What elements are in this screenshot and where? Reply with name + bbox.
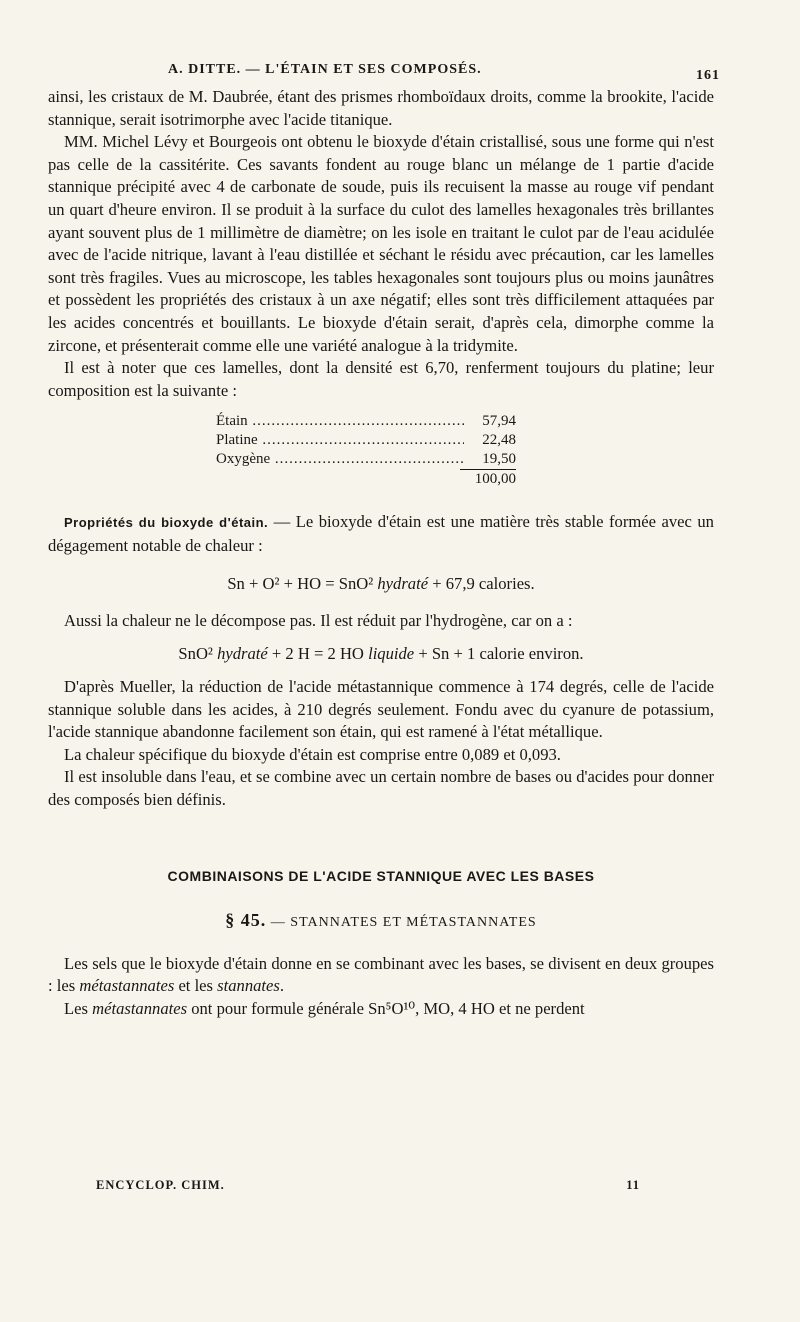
running-title: A. DITTE. — L'ÉTAIN ET SES COMPOSÉS. [168,62,482,77]
paragraph-7: La chaleur spécifique du bioxyde d'étain est comprise entre 0,089 et 0,093. [64,744,561,764]
paragraph-10-part: ont pour formule générale Sn⁵O¹⁰, MO, 4 HO et ne perdent [187,998,585,1018]
equation-2 [48,644,714,664]
element-value: 57,94 [464,412,516,431]
composition-row [216,431,516,450]
paragraph-9 [48,953,714,998]
equation-1-left: Sn + O² + HO = SnO² [227,573,378,593]
paragraph-4-text: — Le bioxyde d'étain est une matière très stable formée avec un dégagement notable de chaleur : [48,512,714,555]
composition-row [216,450,516,469]
subsection-heading [48,910,714,931]
paragraph-1: ainsi, les cristaux de M. Daubrée, étant des prismes rhomboïdaux droits, comme la brookite, l'acide stannique, serait isotrimorphe avec l'acide titanique. [48,87,714,129]
equation-1-right: + 67,9 calories. [428,573,535,593]
paragraph-9-part: et les [174,976,218,996]
paragraph-4-heading: Propriétés du bioxyde d'étain. [64,515,269,531]
equation-2-italic: liquide [368,644,415,664]
element-value: 22,48 [464,431,516,450]
composition-table [216,412,516,489]
paragraph-8: Il est insoluble dans l'eau, et se combine avec un certain nombre de bases ou d'acides pour donner des composés bien définis. [48,767,714,810]
paragraph-3: Il est à noter que ces lamelles, dont la densité est 6,70, renferment toujours du platine; leur composition est la suivante : [48,358,714,400]
paragraph-9-part: Les sels que le bioxyde d'étain donne en se combinant avec les bases, se divisent en deux groupes : les [48,953,714,996]
paragraph-9-italic: stannates [217,976,280,996]
paragraph-9-italic: métastannates [79,976,175,996]
equation-2-part: + 2 H = 2 HO [267,644,369,664]
element-value: 19,50 [464,450,516,469]
footer-sheet-number: 11 [626,1178,640,1192]
composition-total [216,469,516,489]
composition-row [216,412,516,431]
paragraph-10-part: Les [64,998,93,1018]
equation-2-part: SnO² [178,644,218,664]
page-number: 161 [696,68,720,83]
running-head [48,60,720,86]
equation-1 [48,574,714,594]
element-name: Étain ..... [216,412,464,431]
equation-2-italic: hydraté [217,644,268,664]
element-name: Oxygène ..... [216,450,464,469]
paragraph-2: MM. Michel Lévy et Bourgeois ont obtenu le bioxyde d'étain cristallisé, sous une forme qui n'est pas celle de la cassitérite. Ces savants fondent au rouge blanc un mélange de 1 partie d'acide stannique précipité avec 4 de carbonate de soude, puis ils recuisent la masse au rouge vif pendant un quart d'heure environ. Il se produit à la surface du culot des lamelles hexagonales très brillantes ayant souvent plus de 1 millimètre de diamètre; on les isole en traitant le culot par de l'eau acidulée avec de l'acide nitrique, lavant à l'eau distillée et séchant le résidu avec précaution, car les lamelles sont très fragiles. Vues au microscope, les tables hexagonales sont toujours plus ou moins jaunâtres et possèdent les propriétés des cristaux à un axe négatif; elles sont très difficilement attaquées par les acides concentrés et bouillants. Le bioxyde d'étain serait, d'après cela, dimorphe comme la zircone, et présenterait comme elle une variété analogue à la tridymite. [48,132,714,355]
paragraph-10-italic: métastannates [92,998,188,1018]
equation-2-part: + Sn + 1 calorie environ. [414,644,584,664]
page-footer [96,1178,640,1193]
footer-signature: ENCYCLOP. CHIM. [96,1178,225,1192]
paragraph-6: D'après Mueller, la réduction de l'acide métastannique commence à 174 degrés, celle de l'acide stannique soluble dans les acides, à 210 degrés seulement. Fondu avec du cyanure de potassium, l'acide stannique abandonne facilement son étain, qui est ramené à l'état métallique. [48,677,714,742]
paragraph-4 [48,511,714,557]
total-value: 100,00 [460,469,516,489]
element-name: Platine ..... [216,431,464,450]
paragraph-9-part: . [279,976,285,996]
section-heading: COMBINAISONS DE L'ACIDE STANNIQUE AVEC LES BASES [167,867,595,884]
subsection-number: § 45. [225,909,267,930]
equation-1-italic: hydraté [377,573,429,593]
paragraph-5: Aussi la chaleur ne le décompose pas. Il est réduit par l'hydrogène, car on a : [64,610,573,630]
subsection-title: — STANNATES ET MÉTASTANNATES [266,914,537,930]
paragraph-10 [48,998,714,1021]
